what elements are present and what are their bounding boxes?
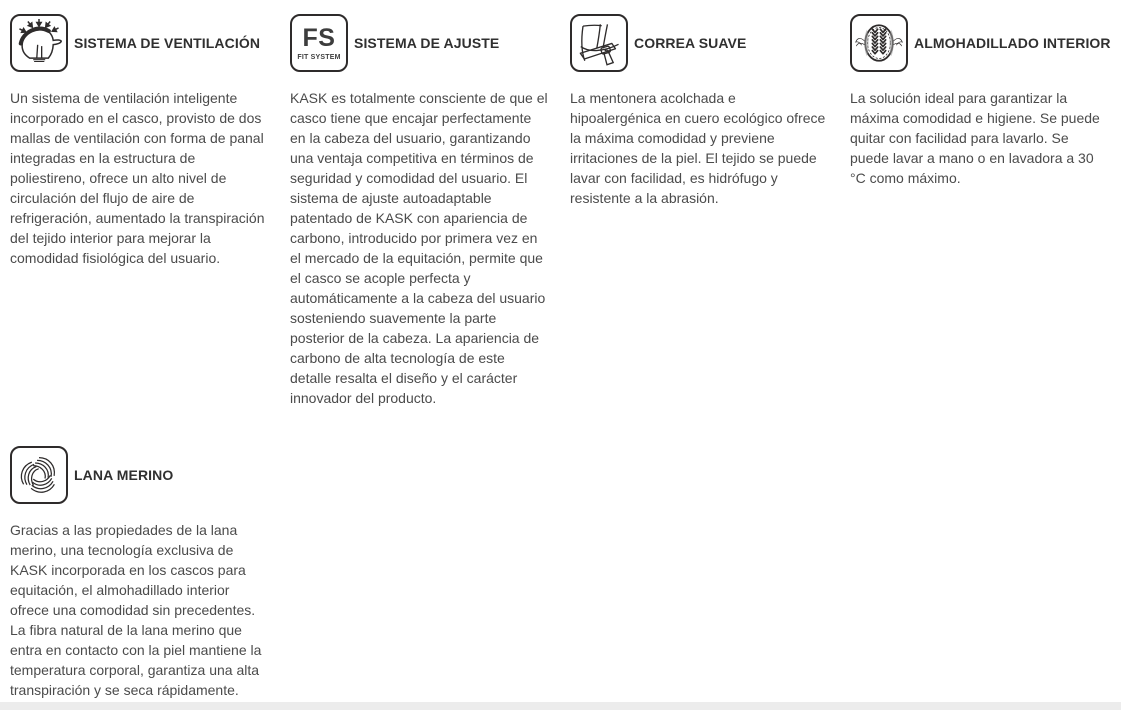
- feature-description: La solución ideal para garantizar la máxima comodidad e higiene. Se puede quitar con facilidad para lavarlo. Se puede lavar a mano o en lavadora a 30 °C como máximo.: [850, 90, 1100, 186]
- feature-card-padding: [850, 14, 1112, 188]
- feature-title: SISTEMA DE AJUSTE: [354, 34, 500, 51]
- fit-system-icon-text: FS: [302, 23, 336, 52]
- ventilation-helmet-icon: [10, 14, 68, 72]
- chin-strap-icon: [570, 14, 628, 72]
- feature-header: [850, 14, 1112, 72]
- feature-description: Gracias a las propiedades de la lana merino, una tecnología exclusiva de KASK incorporada en los cascos para equitación, el almohadillado interior ofrece una comodidad sin precedentes. La fibra natural de la lana merino que entra en contacto con la piel mantiene la temperatura corporal, garantiza una alta transpiración y se seca rápidamente.: [10, 522, 262, 698]
- feature-card-ventilation: [10, 14, 272, 268]
- feature-title: SISTEMA DE VENTILACIÓN: [74, 34, 261, 51]
- feature-description: Un sistema de ventilación inteligente incorporado en el casco, provisto de dos mallas de ventilación con forma de panal integradas en la estructura de poliestireno, ofrece un alto nivel de circulación del flujo de aire de refrigeración, aumentado la transpiración del tejido interior para mejorar la comodidad fisiológica del usuario.: [10, 90, 265, 266]
- feature-card-strap: [570, 14, 832, 208]
- feature-header: [10, 446, 272, 504]
- feature-title: LANA MERINO: [74, 466, 174, 483]
- feature-card-fit-system: [290, 14, 552, 408]
- feature-header: [290, 14, 552, 72]
- feature-description: La mentonera acolchada e hipoalergénica en cuero ecológico ofrece la máxima comodidad y previene irritaciones de la piel. El tejido se puede lavar con facilidad, es hidrófugo y resistente a la abrasión.: [570, 90, 826, 206]
- feature-header: [570, 14, 832, 72]
- feature-title: CORREA SUAVE: [634, 34, 747, 51]
- footer-divider: [0, 702, 1121, 710]
- feature-header: [10, 14, 272, 72]
- fit-system-icon: [290, 14, 348, 72]
- inner-padding-icon: [850, 14, 908, 72]
- fit-system-icon-subtext: FIT SYSTEM: [297, 53, 341, 61]
- feature-title: ALMOHADILLADO INTERIOR: [914, 34, 1111, 51]
- feature-card-merino: [10, 446, 272, 700]
- feature-description: KASK es totalmente consciente de que el casco tiene que encajar perfectamente en la cabeza del usuario, garantizando una ventaja competitiva en términos de seguridad y comodidad del usuario. El sistema de ajuste autoadaptable patentado de KASK con apariencia de carbono, introducido por primera vez en el mercado de la equitación, permite que el casco se acople perfecta y automáticamente a la cabeza del usuario sosteniendo suavemente la parte posterior de la cabeza. La apariencia de carbono de alta tecnología de este detalle resalta el diseño y el carácter innovador del producto.: [290, 90, 548, 406]
- merino-wool-icon: [10, 446, 68, 504]
